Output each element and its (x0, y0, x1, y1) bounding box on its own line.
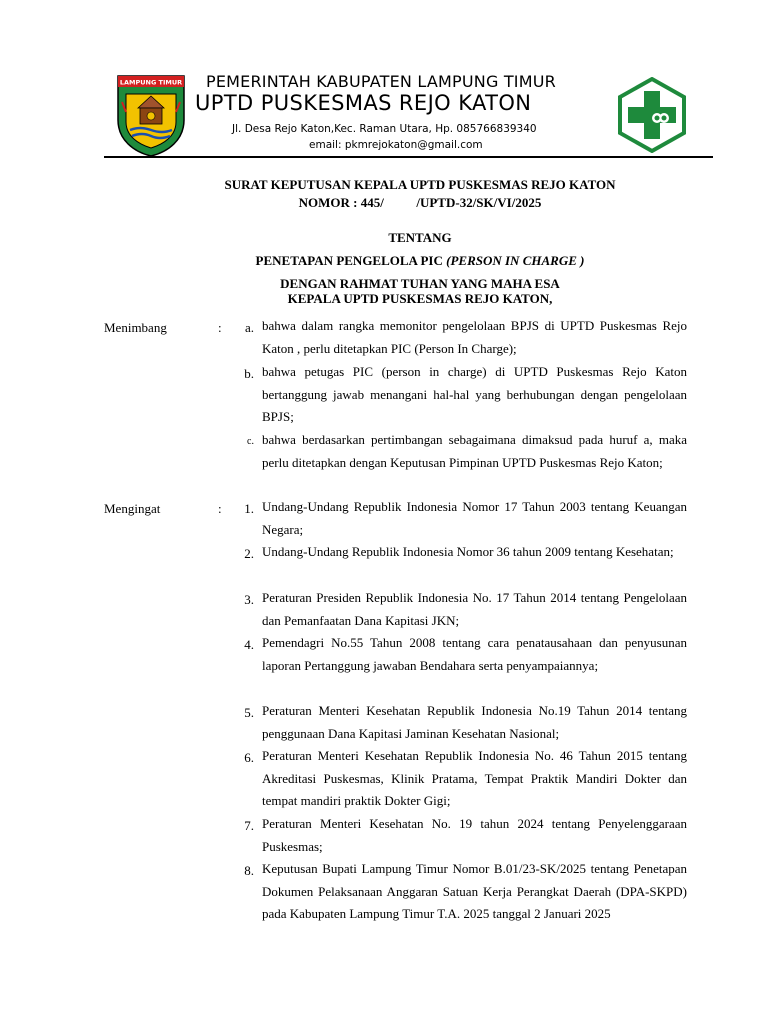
menimbang-item-marker: c. (247, 436, 254, 447)
decree-subject-text: PENETAPAN PENGELOLA PIC (255, 253, 447, 268)
mengingat-colon: : (218, 501, 222, 516)
kepala-line: KEPALA UPTD PUSKESMAS REJO KATON, (287, 291, 553, 306)
mengingat-item-marker: 6. (244, 750, 254, 765)
mengingat-item: Keputusan Bupati Lampung Timur Nomor B.01/23-SK/2025 tentang Penetapan Dokumen Pelaksanaan Anggaran Satuan Kerja Perangkat Daerah (DPA-SKPD) pada Kabupaten Lampung Timur T.A. 2025 tanggal 2 Januari 2025 (262, 861, 687, 922)
menimbang-item-marker: b. (244, 366, 254, 381)
menimbang-item-marker: a. (244, 320, 254, 335)
institution-name: UPTD PUSKESMAS REJO KATON (195, 91, 532, 115)
menimbang-item: bahwa dalam rangka memonitor pengelolaan BPJS di UPTD Puskesmas Rejo Katon , perlu ditetapkan PIC (Person In Charge); (262, 318, 687, 356)
tentang-heading: TENTANG (388, 230, 452, 245)
institution-address: Jl. Desa Rejo Katon,Kec. Raman Utara, Hp. 085766839340 (232, 123, 537, 135)
decree-subject (104, 253, 736, 269)
mengingat-label: Mengingat (104, 501, 161, 516)
mengingat-item-marker: 7. (244, 818, 254, 833)
mengingat-item: Peraturan Menteri Kesehatan No. 19 tahun 2024 tentang Penyelenggaraan Puskesmas; (262, 816, 687, 854)
mengingat-item: Undang-Undang Republik Indonesia Nomor 36 tahun 2009 tentang Kesehatan; (262, 544, 674, 559)
mengingat-item-marker: 2. (244, 546, 254, 561)
menimbang-item: bahwa petugas PIC (person in charge) di UPTD Puskesmas Rejo Katon bertanggung jawab menangani hal-hal yang berhubungan dengan pengelolaan BPJS; (262, 364, 687, 425)
mengingat-item: Undang-Undang Republik Indonesia Nomor 17 Tahun 2003 tentang Keuangan Negara; (262, 499, 687, 537)
mengingat-item: Peraturan Presiden Republik Indonesia No. 17 Tahun 2014 tentang Pengelolaan dan Pemanfaatan Dana Kapitasi JKN; (262, 590, 687, 628)
mengingat-item-marker: 5. (244, 705, 254, 720)
puskesmas-cross-logo (614, 77, 690, 153)
letterhead-divider (104, 156, 713, 158)
emblem-banner-text: LAMPUNG TIMUR (119, 78, 183, 87)
mengingat-item-marker: 4. (244, 637, 254, 652)
decree-number: NOMOR : 445/ /UPTD-32/SK/VI/2025 (298, 195, 542, 210)
mengingat-item-marker: 1. (244, 501, 254, 516)
government-name: PEMERINTAH KABUPATEN LAMPUNG TIMUR (206, 72, 556, 91)
mengingat-item: Peraturan Menteri Kesehatan Republik Indonesia No.19 Tahun 2014 tentang penggunaan Dana Kapitasi Jaminan Kesehatan Nasional; (262, 703, 687, 741)
menimbang-label: Menimbang (104, 320, 167, 335)
rahmat-line: DENGAN RAHMAT TUHAN YANG MAHA ESA (280, 276, 560, 291)
mengingat-item: Peraturan Menteri Kesehatan Republik Indonesia No. 46 Tahun 2015 tentang Akreditasi Puskesmas, Klinik Pratama, Tempat Praktik Mandiri Dokter dan tempat mandiri praktik Dokter Gigi; (262, 748, 687, 809)
decree-title: SURAT KEPUTUSAN KEPALA UPTD PUSKESMAS REJO KATON (224, 177, 616, 192)
mengingat-item-marker: 3. (244, 592, 254, 607)
decree-subject-italic: (PERSON IN CHARGE ) (446, 253, 585, 268)
lampung-timur-emblem-logo (114, 72, 188, 158)
menimbang-item: bahwa berdasarkan pertimbangan sebagaimana dimaksud pada huruf a, maka perlu ditetapkan dengan Keputusan Pimpinan UPTD Puskesmas Rejo Katon; (262, 432, 687, 470)
mengingat-item: Pemendagri No.55 Tahun 2008 tentang cara penatausahaan dan penyusunan laporan Pertanggung jawaban Bendahara serta penyampaiannya; (262, 635, 687, 673)
mengingat-item-marker: 8. (244, 863, 254, 878)
institution-email: email: pkmrejokaton@gmail.com (309, 139, 483, 151)
menimbang-colon: : (218, 320, 222, 335)
